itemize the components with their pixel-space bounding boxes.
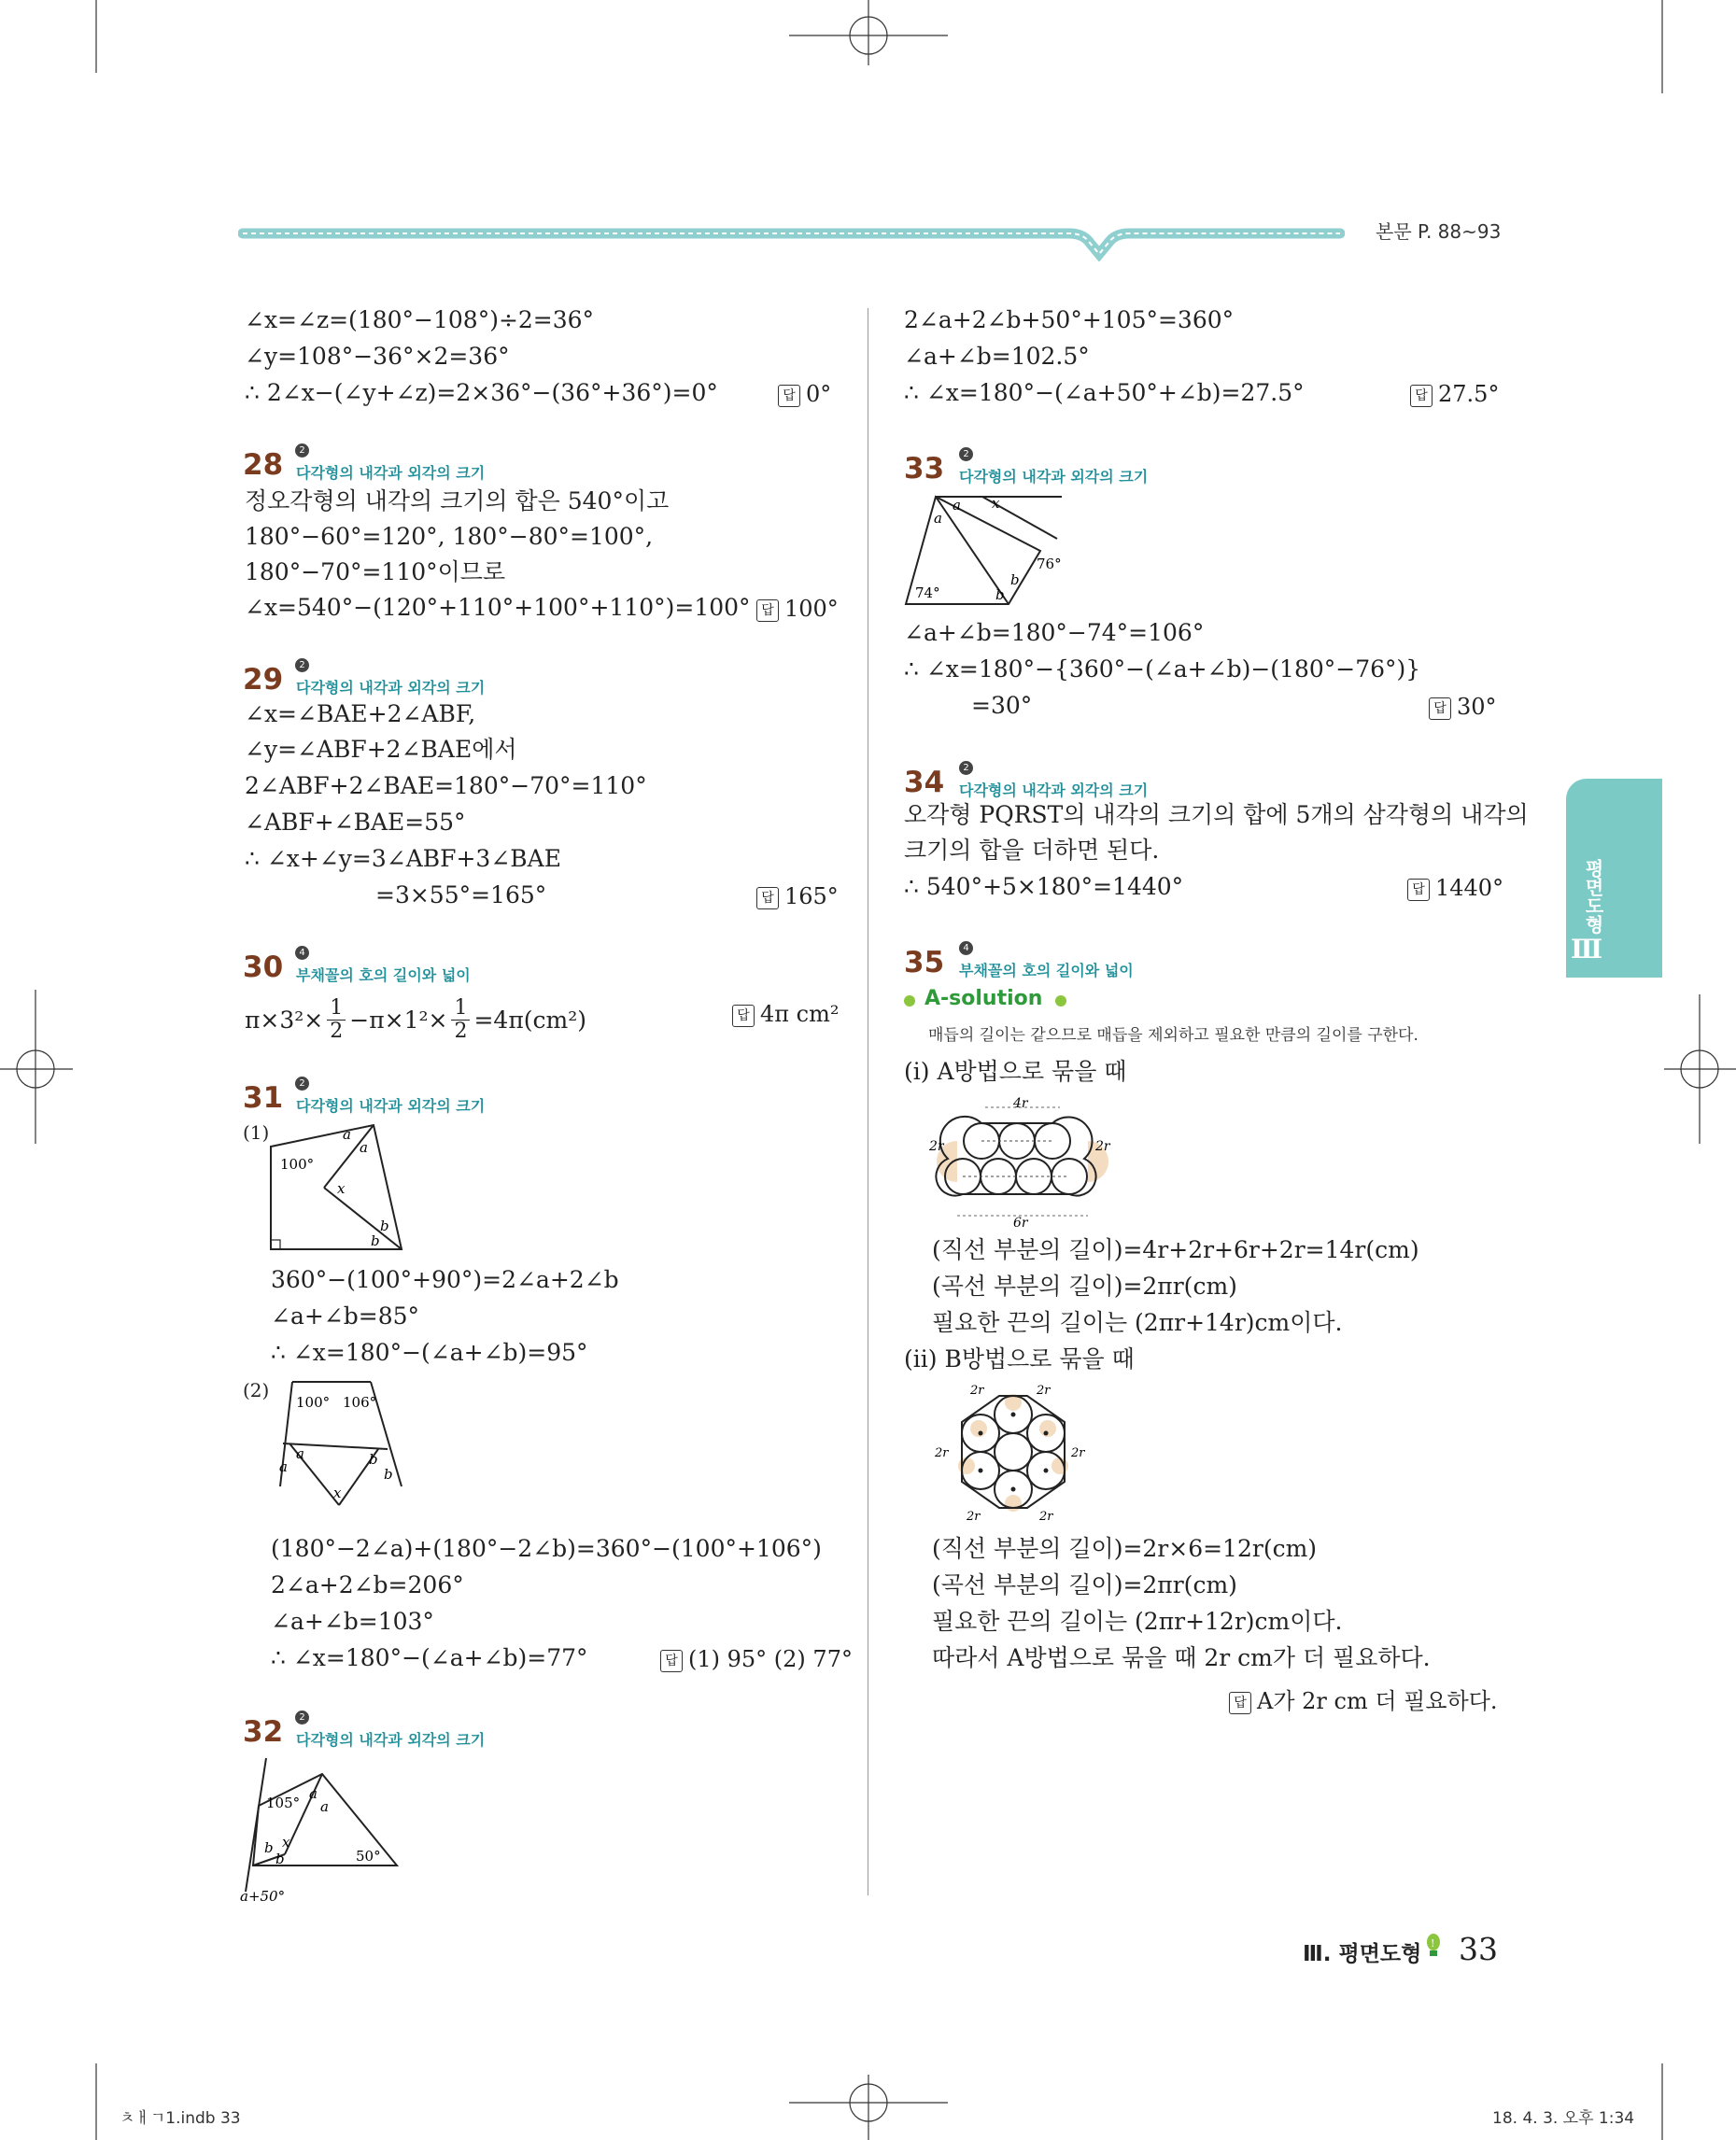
p31-figure-2 [266, 1374, 416, 1524]
lightbulb-icon [1425, 1933, 1442, 1961]
svg-text:2r: 2r [1071, 1446, 1085, 1460]
p31-line-6: ∠a+∠b=103° [271, 1608, 434, 1635]
topic-30: 부채꼴의 호의 길이와 넓이 [296, 966, 471, 984]
p35-figure-b [929, 1382, 1097, 1522]
level-badge: 2 [295, 1077, 309, 1091]
left-cont-line-2: ∠y=108°−36°×2=36° [245, 343, 510, 370]
footer-chapter: Ⅲ. 평면도형 [1303, 1942, 1422, 1966]
svg-text:4r: 4r [1013, 1096, 1028, 1111]
p29-line-6: =3×55°=165° [375, 881, 547, 908]
svg-text:a: a [343, 1126, 351, 1143]
problem-number-33: 33 [904, 452, 945, 486]
p35-case-2: (ⅱ) B방법으로 묶을 때 [904, 1345, 1135, 1373]
svg-text:2r: 2r [935, 1446, 949, 1460]
topic-28: 다각형의 내각과 외각의 크기 [296, 464, 486, 482]
p35-answer: 답 A가 2r cm 더 필요하다. [1229, 1682, 1498, 1715]
svg-text:105°: 105° [266, 1795, 301, 1811]
p28-answer: 답 100° [756, 596, 839, 622]
level-badge: 2 [295, 658, 309, 672]
svg-text:b: b [275, 1851, 285, 1867]
right-cont-answer: 답 27.5° [1410, 381, 1499, 407]
svg-text:b: b [1010, 571, 1020, 588]
p29-line-2: ∠y=∠ABF+2∠BAE에서 [245, 736, 517, 763]
svg-text:a: a [309, 1785, 318, 1802]
p30-answer: 답 4π cm² [732, 1001, 840, 1027]
problem-number-31: 31 [243, 1081, 284, 1115]
problem-number-35: 35 [904, 946, 945, 979]
p35-case-1-line-1: (직선 부분의 길이)=4r+2r+6r+2r=14r(cm) [932, 1236, 1419, 1263]
p31-figure-1 [266, 1120, 425, 1256]
p28-line-1: 정오각형의 내각의 크기의 합은 540°이고 [245, 487, 670, 514]
svg-text:a: a [934, 510, 942, 527]
side-tab-roman: Ⅲ [1570, 934, 1603, 964]
p31-label-1: (1) [243, 1121, 270, 1144]
p33-line-3: =30° [971, 692, 1033, 719]
svg-text:100°: 100° [280, 1156, 315, 1173]
p31-line-5: 2∠a+2∠b=206° [271, 1571, 464, 1598]
svg-text:b: b [369, 1451, 378, 1468]
p35-case-2-line-2: (곡선 부분의 길이)=2πr(cm) [932, 1571, 1237, 1598]
level-badge: 4 [295, 946, 309, 960]
p28-line-4: ∠x=540°−(120°+110°+100°+110°)=100° [245, 594, 751, 621]
p34-answer: 답 1440° [1407, 875, 1503, 901]
right-cont-line-1: 2∠a+2∠b+50°+105°=360° [904, 306, 1235, 333]
svg-text:b: b [384, 1466, 393, 1483]
svg-text:x: x [333, 1485, 342, 1501]
svg-text:50°: 50° [356, 1848, 381, 1865]
level-badge: 2 [295, 1711, 309, 1725]
svg-text:106°: 106° [343, 1394, 377, 1411]
p31-answer: 답 (1) 95° (2) 77° [660, 1646, 853, 1672]
svg-text:a+50°: a+50° [240, 1888, 286, 1903]
svg-text:2r: 2r [970, 1384, 984, 1398]
svg-text:x: x [992, 495, 1000, 512]
topic-35: 부채꼴의 호의 길이와 넓이 [959, 962, 1134, 979]
side-tab-label: 평면도형 [1582, 859, 1604, 934]
solution-dot-left [904, 995, 915, 1007]
svg-text:b: b [264, 1839, 274, 1856]
footer-page-number: 33 [1459, 1931, 1498, 1967]
problem-number-29: 29 [243, 663, 284, 697]
answer-mark: 답 [778, 385, 800, 407]
svg-text:76°: 76° [1037, 556, 1062, 572]
p33-figure [898, 487, 1085, 609]
p33-line-1: ∠a+∠b=180°−74°=106° [904, 619, 1205, 646]
p33-line-2: ∴ ∠x=180°−{360°−(∠a+∠b)−(180°−76°)} [904, 655, 1421, 683]
footer-file: ㅊㅐㄱ1.indb 33 [120, 2109, 241, 2128]
level-badge: 2 [959, 761, 973, 775]
level-badge: 2 [959, 447, 973, 461]
p31-line-3: ∴ ∠x=180°−(∠a+∠b)=95° [271, 1339, 588, 1366]
svg-text:74°: 74° [915, 584, 940, 601]
p31-line-2: ∠a+∠b=85° [271, 1302, 420, 1330]
problem-number-34: 34 [904, 766, 945, 799]
solution-text: 매듭의 길이는 같으므로 매듭을 제외하고 필요한 만큼의 길이를 구한다. [928, 1026, 1418, 1045]
svg-text:2r: 2r [929, 1139, 944, 1154]
level-badge: 2 [295, 443, 309, 458]
header-band [238, 213, 1345, 261]
solution-title: A-solution [924, 987, 1043, 1010]
problem-number-30: 30 [243, 950, 284, 984]
p31-line-4: (180°−2∠a)+(180°−2∠b)=360°−(100°+106°) [271, 1535, 822, 1562]
p30-expression: π×3²× $\frac{1}{2}$ −π×1²× $\frac{1}{2}$ =4π(cm²) [245, 996, 586, 1043]
svg-text:2r: 2r [1037, 1384, 1051, 1398]
topic-34: 다각형의 내각과 외각의 크기 [959, 781, 1149, 799]
p33-answer: 답 30° [1429, 694, 1497, 720]
right-cont-line-2: ∠a+∠b=102.5° [904, 343, 1090, 370]
p34-line-2: 크기의 합을 더하면 된다. [904, 837, 1160, 864]
problem-number-28: 28 [243, 448, 284, 482]
p29-line-5: ∴ ∠x+∠y=3∠ABF+3∠BAE [245, 845, 561, 872]
p31-line-1: 360°−(100°+90°)=2∠a+2∠b [271, 1266, 619, 1293]
p34-line-1: 오각형 PQRST의 내각의 크기의 합에 5개의 삼각형의 내각의 [904, 801, 1529, 828]
solution-dot-right [1055, 995, 1066, 1007]
p35-case-2-line-1: (직선 부분의 길이)=2r×6=12r(cm) [932, 1535, 1318, 1562]
svg-text:x: x [337, 1180, 346, 1197]
p29-line-3: 2∠ABF+2∠BAE=180°−70°=110° [245, 772, 647, 799]
svg-text:a: a [296, 1445, 304, 1462]
topic-32: 다각형의 내각과 외각의 크기 [296, 1731, 486, 1749]
left-cont-answer: 답 0° [778, 381, 831, 407]
p32-figure [238, 1753, 411, 1903]
svg-text:b: b [380, 1218, 389, 1234]
footer-timestamp: 18. 4. 3. 오후 1:34 [1492, 2109, 1635, 2128]
p31-line-7: ∴ ∠x=180°−(∠a+∠b)=77° [271, 1644, 588, 1671]
level-badge: 4 [959, 941, 973, 955]
problem-number-32: 32 [243, 1715, 284, 1749]
p29-line-4: ∠ABF+∠BAE=55° [245, 809, 466, 836]
fraction: $\frac{1}{2}$ [327, 997, 346, 1043]
left-cont-line-3: ∴ 2∠x−(∠y+∠z)=2×36°−(36°+36°)=0° [245, 379, 718, 406]
svg-text:a: a [360, 1139, 368, 1156]
topic-29: 다각형의 내각과 외각의 크기 [296, 679, 486, 697]
svg-text:!: ! [1431, 1937, 1435, 1950]
svg-text:2r: 2r [967, 1510, 981, 1522]
p35-case-1-line-3: 필요한 끈의 길이는 (2πr+14r)cm이다. [932, 1309, 1343, 1336]
topic-31: 다각형의 내각과 외각의 크기 [296, 1097, 486, 1115]
p35-case-2-line-3: 필요한 끈의 길이는 (2πr+12r)cm이다. [932, 1608, 1343, 1635]
svg-text:a: a [953, 497, 961, 514]
right-cont-line-3: ∴ ∠x=180°−(∠a+50°+∠b)=27.5° [904, 379, 1305, 406]
p29-line-1: ∠x=∠BAE+2∠ABF, [245, 700, 476, 727]
p35-figure-a [929, 1096, 1116, 1227]
svg-text:a: a [320, 1798, 329, 1815]
p35-case-2-line-4: 따라서 A방법으로 묶을 때 2r cm가 더 필요하다. [932, 1644, 1431, 1671]
header-page-ref: 본문 P. 88~93 [1376, 220, 1502, 243]
p34-line-3: ∴ 540°+5×180°=1440° [904, 873, 1184, 900]
svg-text:a: a [279, 1458, 288, 1475]
svg-text:b: b [995, 586, 1005, 603]
p28-line-3: 180°−70°=110°이므로 [245, 558, 506, 585]
fraction: $\frac{1}{2}$ [451, 997, 470, 1043]
p28-line-2: 180°−60°=120°, 180°−80°=100°, [245, 523, 654, 550]
p31-label-2: (2) [243, 1379, 270, 1401]
svg-text:6r: 6r [1013, 1216, 1028, 1227]
left-cont-line-1: ∠x=∠z=(180°−108°)÷2=36° [245, 306, 595, 333]
svg-text:2r: 2r [1039, 1510, 1053, 1522]
topic-33: 다각형의 내각과 외각의 크기 [959, 468, 1149, 486]
svg-text:x: x [282, 1834, 290, 1851]
p35-case-1-line-2: (곡선 부분의 길이)=2πr(cm) [932, 1273, 1237, 1300]
p29-answer: 답 165° [756, 883, 839, 909]
svg-text:100°: 100° [296, 1394, 331, 1411]
svg-text:b: b [371, 1232, 380, 1249]
p35-case-1: (ⅰ) A방법으로 묶을 때 [904, 1058, 1127, 1085]
svg-text:2r: 2r [1095, 1139, 1110, 1154]
